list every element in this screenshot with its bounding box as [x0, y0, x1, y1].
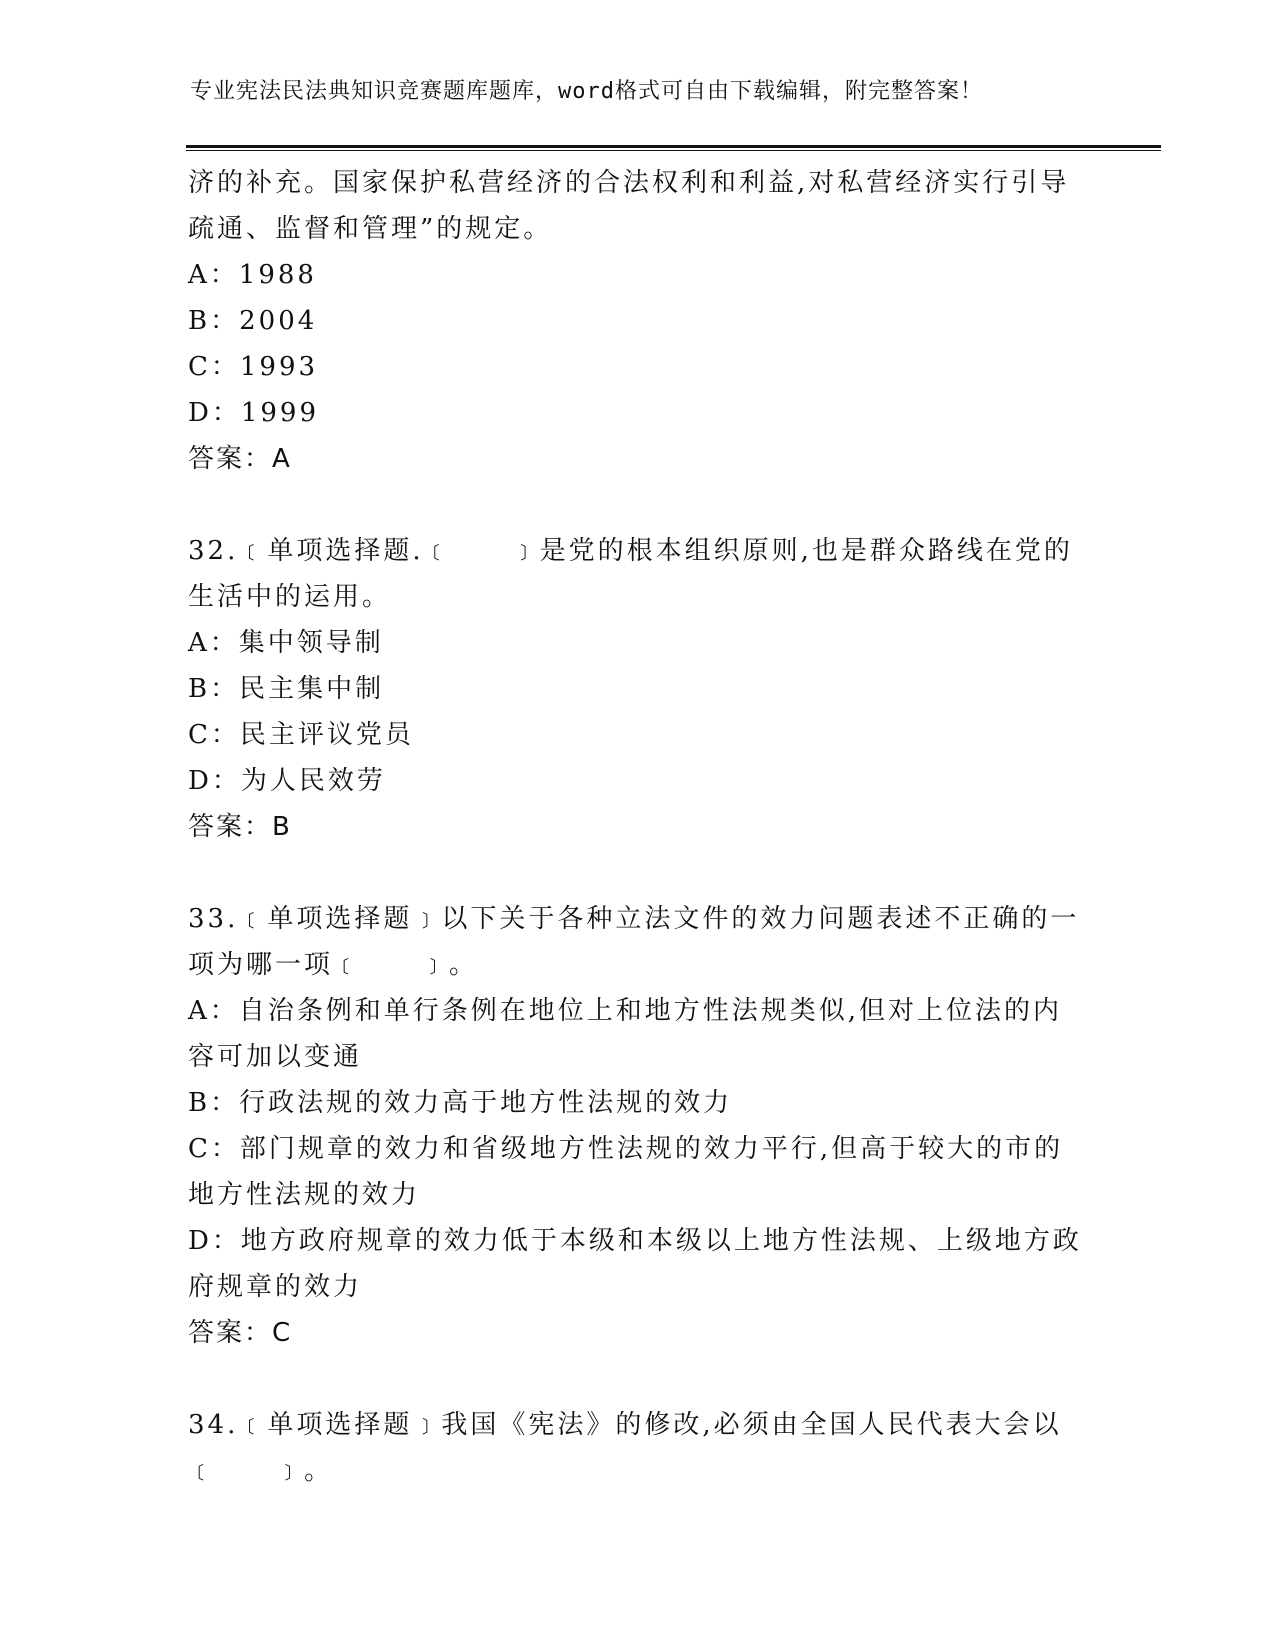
- question-content: [188, 160, 1088, 1494]
- question-text: 项为哪一项﹝ ﹞。: [188, 950, 479, 980]
- option-a: A：集中领导制: [188, 628, 384, 658]
- answer: 答案：B: [188, 812, 292, 842]
- option-c-cont: 地方性法规的效力: [188, 1180, 421, 1210]
- page-header: 专业宪法民法典知识竞赛题库题库，word格式可自由下载编辑，附完整答案！: [190, 79, 983, 104]
- header-rule-thick: [186, 145, 1161, 148]
- header-rule-thin: [186, 150, 1161, 151]
- question-text: 济的补充。国家保护私营经济的合法权利和利益,对私营经济实行引导: [188, 168, 1070, 198]
- question-text: 33.﹝单项选择题﹞以下关于各种立法文件的效力问题表述不正确的一: [188, 904, 1080, 934]
- option-a: A：自治条例和单行条例在地位上和地方性法规类似,但对上位法的内: [188, 996, 1063, 1026]
- option-d-cont: 府规章的效力: [188, 1272, 363, 1302]
- answer: 答案：C: [188, 1318, 293, 1348]
- answer: 答案：A: [188, 444, 292, 474]
- spacer: [188, 850, 1088, 896]
- spacer: [188, 482, 1088, 528]
- option-d: D：地方政府规章的效力低于本级和本级以上地方性法规、上级地方政: [188, 1226, 1082, 1256]
- question-33: [188, 896, 1088, 1356]
- option-b: B：行政法规的效力高于地方性法规的效力: [188, 1088, 733, 1118]
- option-b: B：2004: [188, 306, 318, 336]
- question-text: ﹝ ﹞。: [188, 1456, 334, 1486]
- option-d: D：为人民效劳: [188, 766, 386, 796]
- question-34: [188, 1402, 1088, 1494]
- option-c: C：部门规章的效力和省级地方性法规的效力平行,但高于较大的市的: [188, 1134, 1064, 1164]
- option-a: A：1988: [188, 260, 317, 290]
- option-a-cont: 容可加以变通: [188, 1042, 363, 1072]
- question-32: [188, 528, 1088, 850]
- question-text: 34.﹝单项选择题﹞我国《宪法》的修改,必须由全国人民代表大会以: [188, 1410, 1062, 1440]
- option-b: B：民主集中制: [188, 674, 385, 704]
- option-d: D：1999: [188, 398, 320, 428]
- question-31-continuation: [188, 160, 1088, 482]
- question-text: 疏通、监督和管理”的规定。: [188, 214, 553, 244]
- option-c: C：民主评议党员: [188, 720, 414, 750]
- option-c: C：1993: [188, 352, 319, 382]
- question-text: 生活中的运用。: [188, 582, 392, 612]
- spacer: [188, 1356, 1088, 1402]
- question-text: 32.﹝单项选择题.﹝ ﹞是党的根本组织原则,也是群众路线在党的: [188, 536, 1073, 566]
